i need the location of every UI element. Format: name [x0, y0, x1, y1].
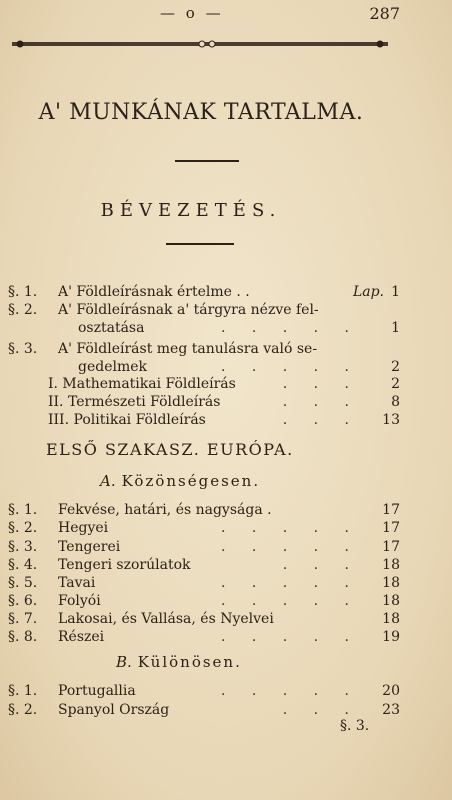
toc-entry: §. 6. Folyói . . . . . 18: [8, 593, 400, 609]
toc-entry: I. Mathematikai Földleírás . . . 2: [48, 376, 400, 392]
toc-entry: §. 2. Spanyol Ország . . . 23: [8, 702, 400, 718]
toc-entry: §. 3. A' Földleírást meg tanulásra való se-: [8, 341, 318, 357]
toc-entry: §. 1. Portugallia . . . . . 20: [8, 683, 400, 699]
toc-entry: §. 3. Tengerei . . . . . 17: [8, 539, 400, 555]
toc-entry: §. 1. A' Földleírásnak értelme . . Lap. 1: [8, 284, 400, 300]
ornamental-rule-icon: [12, 40, 388, 48]
toc-entry: §. 2. Hegyei . . . . . 17: [8, 520, 400, 536]
page-title: A' MUNKÁNAK TARTALMA.: [38, 100, 364, 125]
section-divider: [166, 243, 234, 245]
title-divider: [175, 160, 239, 162]
toc-entry: §. 2. A' Földleírásnak a' tárgyra nézve fel-: [8, 302, 319, 318]
toc-entry: §. 8. Részei . . . . . 19: [8, 629, 400, 645]
subsection-heading: B. Különösen.: [116, 653, 242, 671]
toc-entry: II. Természeti Földleírás . . . 8: [48, 394, 400, 410]
toc-entry: §. 4. Tengeri szorúlatok . . . 18: [8, 557, 400, 573]
section-heading-europe: ELSŐ SZAKASZ. EURÓPA.: [46, 440, 294, 459]
section-heading-introduction: BÉVEZETÉS.: [100, 200, 282, 221]
toc-entry: §. 1. Fekvése, határi, és nagysága . 17: [8, 502, 400, 518]
toc-entry: §. 5. Tavai . . . . . 18: [8, 575, 400, 591]
toc-entry-continued: osztatása . . . . . 1: [78, 320, 400, 336]
subsection-heading: A. Közönségesen.: [100, 472, 261, 490]
toc-entry: §. 7. Lakosai, és Vallása, és Nyelvei 18: [8, 611, 400, 627]
catchword: §. 3.: [340, 718, 370, 734]
toc-entry-continued: gedelmek . . . . . 2: [78, 359, 400, 375]
toc-entry: III. Politikai Földleírás . . . 13: [48, 412, 400, 428]
running-head-ornament: — o —: [160, 4, 224, 22]
page-number: 287: [369, 4, 400, 23]
